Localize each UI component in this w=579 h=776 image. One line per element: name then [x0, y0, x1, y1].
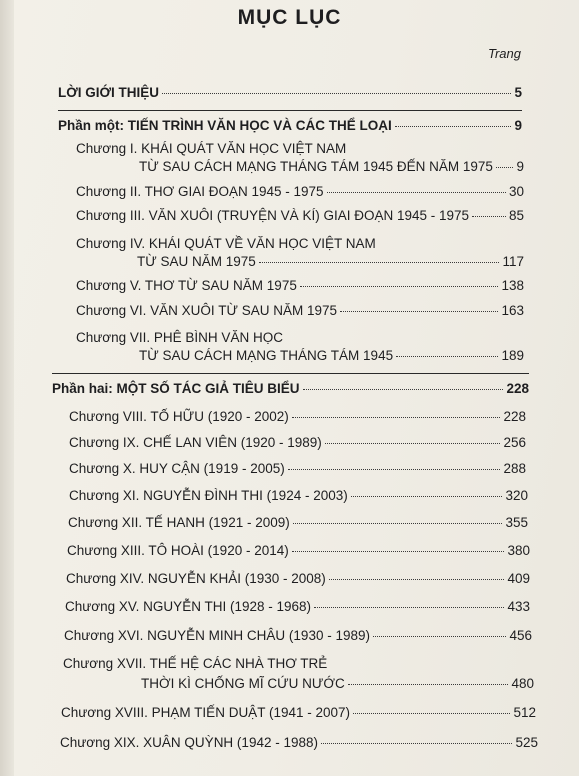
toc-chapter-label: Chương XI. NGUYỄN ĐÌNH THI (1924 - 2003) — [69, 488, 348, 503]
dot-leader — [396, 356, 498, 357]
dot-leader — [340, 311, 498, 312]
toc-page-number: 320 — [505, 488, 528, 503]
toc-entry-label: LỜI GIỚI THIỆU — [58, 85, 160, 100]
toc-chapter-title-line: Chương I. KHÁI QUÁT VĂN HỌC VIỆT NAM — [76, 141, 347, 156]
toc-chapter-entry — [65, 599, 530, 614]
toc-chapter-title-line: Chương VII. PHÊ BÌNH VĂN HỌC — [76, 330, 283, 345]
toc-chapter-label: TỪ SAU NĂM 1975 — [137, 254, 256, 269]
toc-chapter-label: Chương XVIII. PHẠM TIẾN DUẬT (1941 - 2007) — [61, 705, 350, 720]
toc-chapter-label: Chương XIII. TÔ HOÀI (1920 - 2014) — [67, 543, 289, 558]
toc-page-number: 256 — [503, 435, 526, 450]
toc-chapter-entry — [69, 461, 526, 476]
dot-leader — [321, 743, 512, 744]
toc-part-label: Phần một: TIẾN TRÌNH VĂN HỌC VÀ CÁC THỂ LOẠI — [58, 118, 392, 133]
toc-chapter-label: Chương X. HUY CẬN (1919 - 2005) — [69, 461, 285, 476]
page-gutter — [0, 0, 14, 776]
toc-chapter-label: Chương II. THƠ GIAI ĐOẠN 1945 - 1975 — [76, 184, 324, 199]
section-divider — [52, 373, 529, 374]
dot-leader — [327, 192, 506, 193]
toc-chapter-entry — [69, 488, 528, 503]
toc-page-number: 409 — [507, 571, 530, 586]
toc-chapter-label: THỜI KÌ CHỐNG MĨ CỨU NƯỚC — [141, 676, 345, 691]
toc-chapter-entry — [69, 409, 526, 424]
toc-chapter-label: Chương XIX. XUÂN QUỲNH (1942 - 1988) — [60, 735, 318, 750]
toc-chapter-entry — [68, 515, 528, 530]
toc-chapter-label: Chương IX. CHẾ LAN VIÊN (1920 - 1989) — [69, 435, 322, 450]
section-divider — [58, 110, 522, 111]
dot-leader — [353, 713, 510, 714]
toc-chapter-label: Chương XII. TẾ HANH (1921 - 2009) — [68, 515, 290, 530]
toc-page-number: 9 — [514, 118, 522, 133]
toc-chapter-entry — [141, 676, 534, 691]
toc-page-number: 512 — [513, 705, 536, 720]
dot-leader — [496, 167, 514, 168]
toc-chapter-entry — [60, 735, 538, 750]
dot-leader — [325, 443, 501, 444]
toc-chapter-title-line: Chương IV. KHÁI QUÁT VỀ VĂN HỌC VIỆT NAM — [76, 236, 376, 251]
toc-chapter-entry — [76, 184, 524, 199]
toc-page-number: 85 — [508, 208, 524, 223]
toc-page-number: 288 — [503, 461, 526, 476]
toc-chapter-label: Chương XV. NGUYỄN THI (1928 - 1968) — [65, 599, 311, 614]
toc-page-number: 355 — [505, 515, 528, 530]
dot-leader — [395, 126, 512, 127]
toc-page-number: 163 — [501, 303, 524, 318]
toc-page-number: 189 — [501, 348, 524, 363]
dot-leader — [329, 579, 505, 580]
dot-leader — [373, 636, 506, 637]
dot-leader — [348, 684, 509, 685]
toc-page-number: 480 — [511, 676, 534, 691]
dot-leader — [162, 93, 511, 94]
toc-chapter-entry — [76, 278, 524, 293]
toc-chapter-entry — [69, 435, 526, 450]
toc-page-number: 9 — [516, 159, 524, 174]
toc-chapter-title-line: Chương XVII. THẾ HỆ CÁC NHÀ THƠ TRẺ — [63, 656, 328, 671]
toc-page-number: 456 — [509, 628, 532, 643]
toc-chapter-label: Chương XIV. NGUYỄN KHẢI (1930 - 2008) — [66, 571, 326, 586]
dot-leader — [288, 469, 501, 470]
toc-page-number: 228 — [503, 409, 526, 424]
toc-chapter-label: TỪ SAU CÁCH MẠNG THÁNG TÁM 1945 ĐẾN NĂM 1975 — [139, 159, 493, 174]
toc-chapter-entry — [76, 208, 524, 223]
toc-page-number: 117 — [502, 254, 524, 269]
toc-chapter-entry — [139, 159, 524, 174]
toc-page-number: 30 — [508, 184, 524, 199]
toc-page-number: 380 — [507, 543, 530, 558]
page-column-label: Trang — [488, 46, 521, 61]
toc-chapter-label: Chương V. THƠ TỪ SAU NĂM 1975 — [76, 278, 297, 293]
toc-chapter-label: Chương III. VĂN XUÔI (TRUYỆN VÀ KÍ) GIAI ĐOẠN 1945 - 1975 — [76, 208, 470, 223]
toc-entry-intro — [58, 85, 522, 100]
toc-chapter-label: Chương XVI. NGUYỄN MINH CHÂU (1930 - 1989) — [64, 628, 370, 643]
toc-part-two — [52, 381, 529, 396]
toc-chapter-entry — [64, 628, 532, 643]
toc-chapter-entry — [139, 348, 524, 363]
dot-leader — [292, 417, 501, 418]
toc-chapter-entry — [67, 543, 530, 558]
toc-chapter-entry — [137, 254, 524, 269]
dot-leader — [293, 523, 503, 524]
toc-chapter-entry — [66, 571, 530, 586]
toc-page-number: 5 — [514, 85, 522, 100]
dot-leader — [303, 389, 504, 390]
dot-leader — [314, 607, 504, 608]
toc-chapter-label: Chương VIII. TỐ HỮU (1920 - 2002) — [69, 409, 289, 424]
toc-page-number: 228 — [506, 381, 529, 396]
toc-part-one — [58, 118, 522, 133]
dot-leader — [259, 262, 500, 263]
dot-leader — [300, 286, 499, 287]
toc-chapter-entry — [61, 705, 536, 720]
dot-leader — [351, 496, 503, 497]
toc-part-label: Phần hai: MỘT SỐ TÁC GIẢ TIÊU BIỂU — [52, 381, 300, 396]
dot-leader — [292, 551, 505, 552]
toc-chapter-entry — [76, 303, 524, 318]
toc-page-number: 525 — [515, 735, 538, 750]
toc-chapter-label: Chương VI. VĂN XUÔI TỪ SAU NĂM 1975 — [76, 303, 338, 318]
dot-leader — [472, 216, 506, 217]
toc-chapter-label: TỪ SAU CÁCH MẠNG THÁNG TÁM 1945 — [139, 348, 394, 363]
toc-page-number: 433 — [507, 599, 530, 614]
toc-page-number: 138 — [501, 278, 524, 293]
page-title: MỤC LỤC — [237, 6, 342, 29]
